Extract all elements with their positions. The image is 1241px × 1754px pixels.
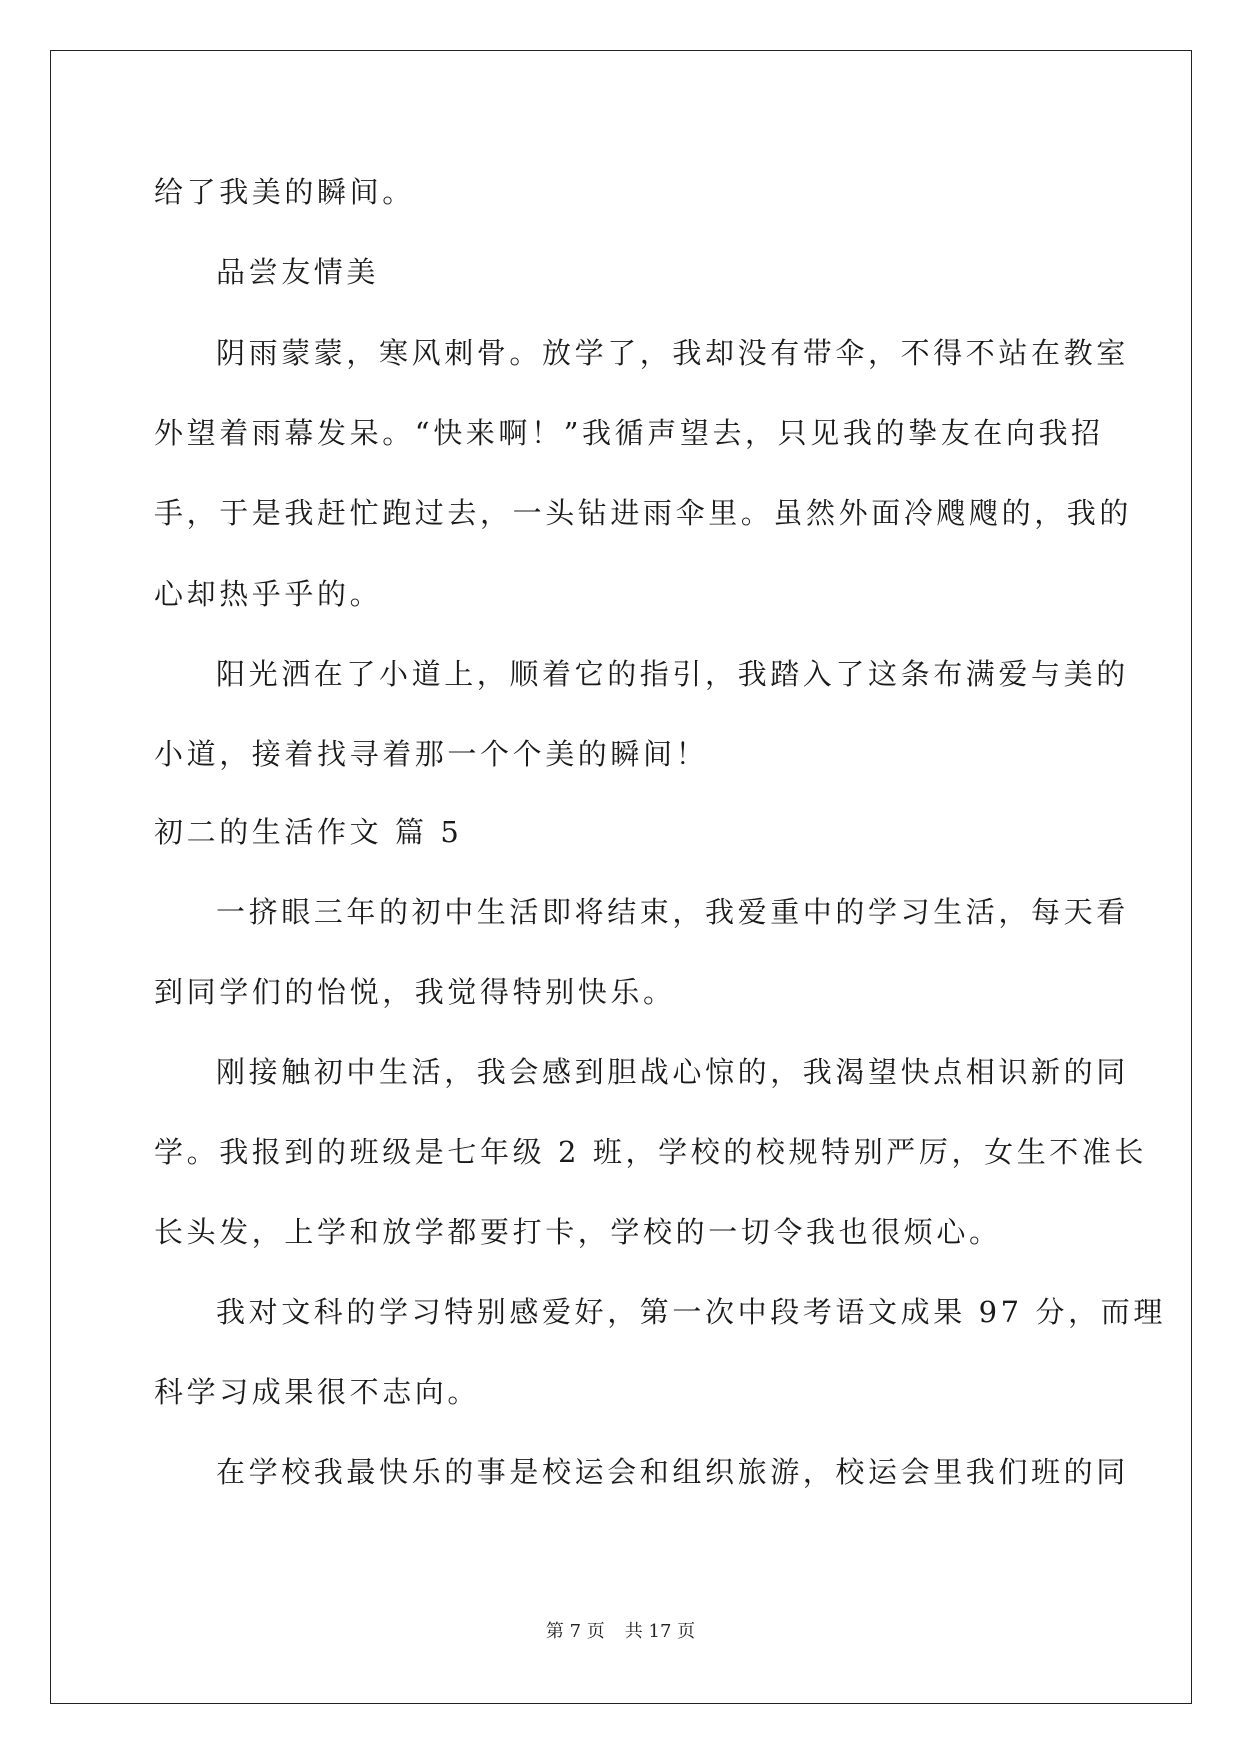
page-footer: [0, 1620, 1241, 1644]
body-line-12: 刚接触初中生活，我会感到胆战心惊的，我渴望快点相识新的同: [216, 1055, 1129, 1089]
body-line-6: 心却热乎乎的。: [154, 577, 383, 611]
body-line-15: 我对文科的学习特别感爱好，第一次中段考语文成果 97 分，而理: [216, 1295, 1166, 1329]
body-line-3: 阴雨蒙蒙，寒风刺骨。放学了，我却没有带伞，不得不站在教室: [216, 336, 1129, 370]
body-line-7: 阳光洒在了小道上，顺着它的指引，我踏入了这条布满爱与美的: [216, 657, 1129, 691]
article-heading: 初二的生活作文 篇 5: [154, 815, 463, 849]
body-line-10: 一挤眼三年的初中生活即将结束，我爱重中的学习生活，每天看: [216, 895, 1129, 929]
body-line-1: 给了我美的瞬间。: [154, 175, 415, 209]
body-line-8: 小道，接着找寻着那一个个美的瞬间！: [154, 737, 709, 771]
page-total: 共 17 页: [624, 1621, 696, 1642]
body-line-16: 科学习成果很不志向。: [154, 1375, 481, 1409]
section-subtitle: 品尝友情美: [216, 255, 380, 289]
body-line-13: 学。我报到的班级是七年级 2 班，学校的校规特别严厉，女生不准长: [154, 1135, 1148, 1169]
body-line-4: 外望着雨幕发呆。“快来啊！”我循声望去，只见我的挚友在向我招: [154, 416, 1104, 450]
body-line-17: 在学校我最快乐的事是校运会和组织旅游，校运会里我们班的同: [216, 1455, 1129, 1489]
body-line-14: 长头发，上学和放学都要打卡，学校的一切令我也很烦心。: [154, 1215, 1002, 1249]
page-number: 第 7 页: [545, 1621, 605, 1642]
body-line-11: 到同学们的怡悦，我觉得特别快乐。: [154, 975, 676, 1009]
body-line-5: 手，于是我赶忙跑过去，一头钻进雨伞里。虽然外面冷飕飕的，我的: [154, 496, 1133, 530]
